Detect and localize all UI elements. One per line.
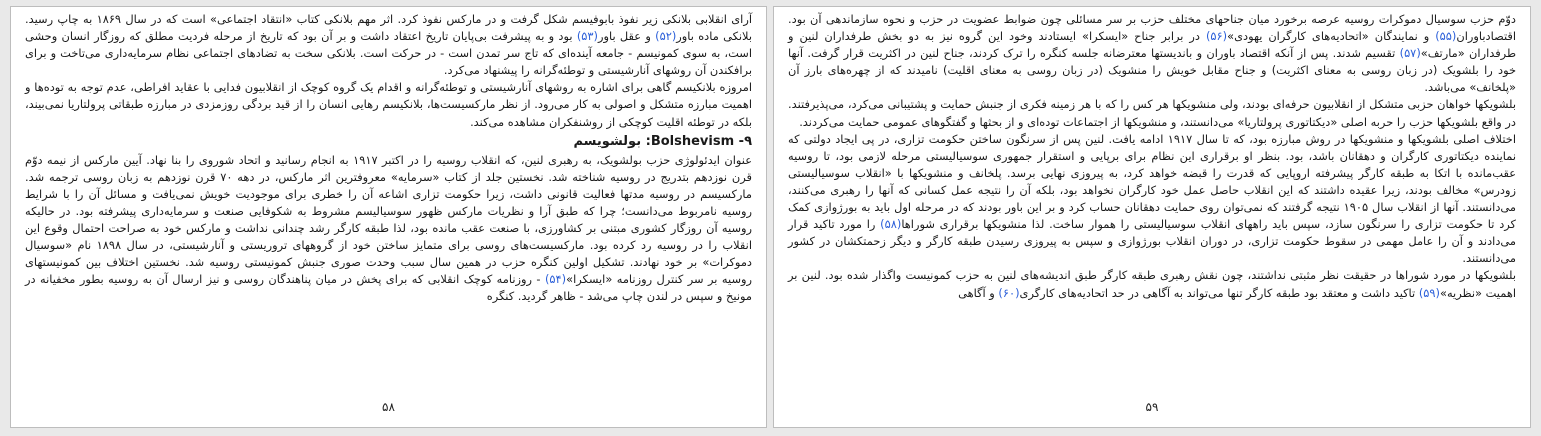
paragraph-text: بلشویکها خواهان حزبی متشکل از انقلابیون حرفه‌ای بودند، ولی منشویکها هر کس را که با هر زمینه فکری از جنبش حمایت و پشتیبانی می‌کرد، می‌پذیرفتند. در واقع بلشویکها حزب را حربه اصلی «دیکتاتوری پرولتاریا» می‌دانستند، و منشویکها از اجتماعات توده‌ای و از بحثها و گفتگوهای عمومی حمایت می‌کردند. [788, 97, 1516, 129]
right-page [773, 6, 1531, 428]
footnote-ref: (۵۸) [880, 217, 902, 232]
paragraph-text: در برابر جناح «ایسکرا» ایستادند وخود این گروه نیز به دو بخش طرفداران لنین و طرفداران «مارتف» [788, 29, 1517, 61]
paragraph [25, 152, 752, 306]
footnote-ref: (۵۶) [1205, 29, 1228, 44]
paragraph [788, 11, 1516, 96]
page-number-right: ۵۹ [1145, 400, 1159, 414]
paragraph-text: - روزنامه کوچک انقلابی که برای پخش در میان پناهندگان روسی و نیز ارسال آن به روسیه بطور مخفیانه در مونیخ و سپس در لندن چاپ می‌شد - ظاهر گردید. کنگره [25, 272, 752, 304]
footnote-ref: (۵۷) [1399, 46, 1421, 61]
paragraph-text: تاکید داشت و معتقد بود طبقه کارگر تنها می‌تواند به آگاهی در حد اتحادیه‌های کارگری [1019, 285, 1419, 300]
footnote-ref: (۵۳) [576, 29, 598, 44]
paragraph-text: تقسیم شدند. پس از آنکه اقتصاد باوران و باندیستها معترضانه جلسه کنگره را ترک کردند، جناح لنین در اکثریت قرار گرفت. آنها خود را بلشویک (در زبان روسی به معنای اکثریت) و جناح مقابل خویش را منشویک (در زبان روسی به معنای اقلیت) نامیدند که از چهره‌های بارز آن «پلخانف» می‌باشد. [788, 46, 1516, 95]
footnote-ref: (۵۴) [544, 272, 567, 287]
paragraph-text: امروزه بلانکیسم گاهی برای اشاره به روشهای آنارشیستی و توطئه‌گرانه و اقدام یک گروه کوچک از انقلابیون فدایی با عقاید افراطی، عدم توجه به توده‌ها و اهمیت مبارزه متشکل و اصولی به کار می‌رود. از نظر مارکسیست‌ها، بلانکیسم رهایی انسان را از قید بردگی روزمزدی در مبارزه طبقاتی پرولتاریا نمی‌بیند، بلکه در توطئه اقلیت کوچکی از روشنفکران مشاهده می‌کند. [25, 80, 752, 129]
paragraph [25, 79, 752, 130]
footnote-ref: (۶۰) [998, 285, 1020, 300]
paragraph-text: و نمایندگان «اتحادیه‌های کارگران یهودی» [1227, 29, 1436, 44]
right-page-text [788, 11, 1516, 302]
left-page [10, 6, 767, 428]
paragraph-text: آرای انقلابی بلانکی زیر نفوذ بابوفیسم شکل گرفت و در مارکس نفوذ کرد. اثر مهم بلانکی کتاب «انتقاد اجتماعی» است که در سال ۱۸۶۹ به چاپ رسید. بلانکی ماده باور [25, 12, 752, 44]
paragraph-text: بود و به پیشرفت بی‌پایان تاریخ اعتقاد داشت و بر آن بود که تاریخ از مرحله فردیت مطلق که روزگار انسان وحشی است، به سوی کمونیسم - جامعه آینده‌ای که تاج سر تمدن است - در حرکت است. بلانکی سخت به تضادهای اجتماعی نظام سرمایه‌داری می‌تاخت و برای برافکندن آن روشهای آنارشیستی و توطئه‌گرانه را پیشنهاد می‌کرد. [25, 29, 752, 78]
paragraph [788, 131, 1516, 268]
section-heading-bolshevism: ۹- Bolshevism: بولشویسم [573, 133, 752, 149]
paragraph [25, 11, 752, 79]
paragraph-text: عنوان ایدئولوژی حزب بولشویک، به رهبری لنین، که انقلاب روسیه را در اکتبر ۱۹۱۷ به انجام رسانید و اتحاد شوروی را بنا نهاد. آیین مارکس از نیمه دوّم قرن نوزدهم بتدریج در روسیه شناخته شد. نخستین جلد از کتاب «سرمایه» معروفترین اثر مارکس، در دهه ۷۰ قرن نوزدهم به زبان روسی ترجمه شد. مارکسیسم در روسیه مدتها فعالیت قانونی داشت، زیرا حکومت تزاری اشاعه آن را خطری برای موجودیت خویش نمی‌یافت و مسائل آن را با شرایط روسیه نامربوط می‌دانست؛ چرا که طبق آرا و نظریات مارکس ظهور سوسیالیسم مشروط به شکوفایی صنعت و سرمایه‌داری پیشرفته بود. در حالیکه روسیه آن روزگار کشوری مبتنی بر کشاورزی، با صنعت عقب مانده بود، لذا طبقه کارگر رشد چندانی نداشت و مارکس خود به صراحت احتمال وقوع این انقلاب را در روسیه رد کرده بود. مارکسیست‌های روسی برای متمایز ساختن خود از گروههای تروریستی و آنارشیستی، در سال ۱۸۹۸ نام «سوسیال دموکرات» بر خود نهادند. تشکیل اولین کنگره حزب در همین سال سبب وحدت صوری جنبش کمونیستی روسیه شد. نخستین اختلاف بین کمونیستهای روسیه بر سر کنترل روزنامه «ایسکرا» [25, 152, 753, 287]
left-page-text [25, 11, 752, 306]
paragraph-text: اختلاف اصلی بلشویکها و منشویکها در روش مبارزه بود، که تا سال ۱۹۱۷ ادامه یافت. لنین پس از سرنگون ساختن حکومت تزاری، در پی ایجاد دولتی که نماینده دیکتاتوری کارگران و دهقانان باشد، بود. بنظر او برقراری این نظام برای برپایی و استقرار جمهوری سوسیالیستی مرحله لازمی بود، تا روسیه عقب‌مانده با اتکا به طبقه کارگر پیشرفته اروپایی که قدرت را قبضه خواهد کرد، به پیروزی نهایی برسد. پلخانف و منشویکها با «انقلاب سوسیالیستی زودرس» مخالف بودند، زیرا عقیده داشتند که این انقلاب حاصل عمل خود کارگران نخواهد بود، بلکه آن را نتیجه عمل کسانی که آنها را رهبری می‌کنند، می‌دانستند. آنها از انقلاب سال ۱۹۰۵ نتیجه گرفتند که نمی‌توان روی حمایت دهقانان حساب کرد و بر این باور بودند که در مرحله اول باید به بورژوازی کمک کرد تا حکومت تزاری را سرنگون سازد، سپس باید راههای انقلاب سوسیالیستی را هموار ساخت. لذا منشویکها برقراری شوراها [788, 131, 1516, 232]
paragraph-text: دوّم حزب سوسیال دموکرات روسیه عرصه برخورد میان جناحهای مختلف حزب بر سر مسائلی چون ضوابط عضویت در حزب و نحوه سازماندهی آن بود. اقتصادباوران [788, 12, 1516, 44]
paragraph-text: بلشویکها در مورد شوراها در حقیقت نظر مثبتی نداشتند، چون نقش رهبری طبقه کارگر طبق اندیشه‌های لنین به حزب کمونیست واگذار شده بود. لنین بر اهمیت «نظریه» [788, 268, 1516, 300]
paragraph-text: و آگاهی [958, 285, 999, 300]
footnote-ref: (۵۵) [1435, 29, 1457, 44]
paragraph-text: و عقل باور [597, 29, 656, 44]
footnote-ref: (۵۹) [1418, 285, 1440, 300]
paragraph [788, 96, 1516, 130]
footnote-ref: (۵۲) [655, 29, 677, 44]
paragraph-text: را مورد تاکید قرار می‌دادند و آن را عامل مهمی در سقوط حکومت تزاری، در دوران انقلاب بورژوازی و سپس به پیروزی رسیدن طبقه کارگر و دیگر زحمتکشان در کشور می‌دانستند. [788, 217, 1516, 266]
paragraph [788, 267, 1516, 301]
page-number-left: ۵۸ [382, 400, 395, 414]
